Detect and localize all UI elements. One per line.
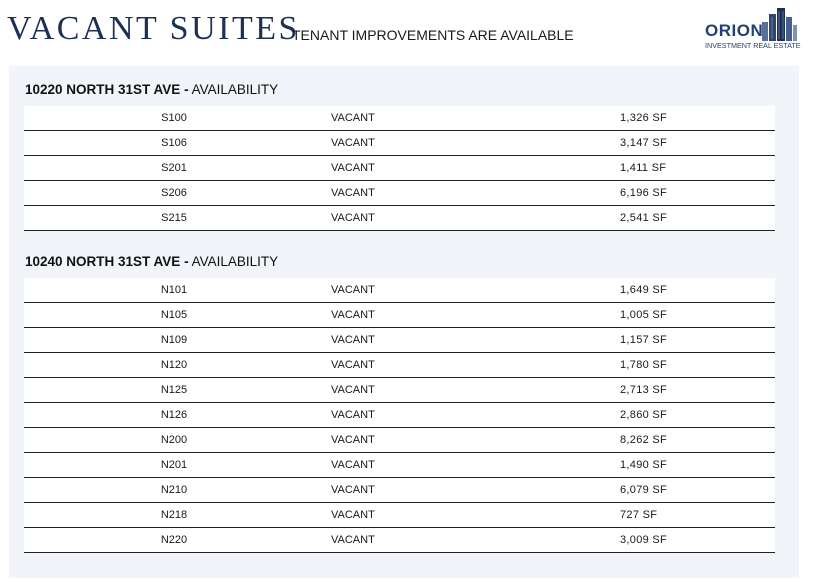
- table-row: [24, 378, 775, 403]
- suite-status: VACANT: [331, 137, 375, 149]
- suite-number: N218: [160, 509, 188, 521]
- page-title: VACANT SUITES: [7, 10, 300, 47]
- table-row: [24, 403, 775, 428]
- table-row: [24, 278, 775, 303]
- suite-status: VACANT: [331, 434, 375, 446]
- table-row: [24, 156, 775, 181]
- suite-number: N201: [160, 459, 188, 471]
- suite-status: VACANT: [331, 484, 375, 496]
- table-row: [24, 453, 775, 478]
- page-header: [0, 0, 820, 62]
- suite-status: VACANT: [331, 534, 375, 546]
- section-label: AVAILABILITY: [191, 82, 279, 97]
- table-row: [24, 503, 775, 528]
- suite-number: N125: [160, 384, 188, 396]
- logo-wordmark: ORION: [705, 21, 764, 40]
- suite-size: 1,490 SF: [620, 459, 668, 471]
- suite-size: 3,147 SF: [620, 137, 668, 149]
- section-title-10240: [25, 254, 278, 269]
- suite-number: S201: [161, 162, 187, 174]
- suite-size: 1,780 SF: [620, 359, 668, 371]
- suite-status: VACANT: [331, 162, 375, 174]
- suite-number: N200: [160, 434, 188, 446]
- suite-status: VACANT: [331, 212, 375, 224]
- section-address: 10240 NORTH 31ST AVE: [25, 254, 181, 269]
- suite-number: N105: [160, 309, 188, 321]
- suite-size: 3,009 SF: [620, 534, 668, 546]
- suite-number: S215: [161, 212, 187, 224]
- suite-number: S206: [161, 187, 187, 199]
- availability-table-10220: [24, 106, 775, 231]
- section-separator: -: [184, 82, 189, 97]
- suite-number: S100: [161, 112, 187, 124]
- suite-size: 727 SF: [620, 509, 658, 521]
- table-row: [24, 478, 775, 503]
- table-row: [24, 353, 775, 378]
- suite-size: 2,713 SF: [620, 384, 668, 396]
- availability-panel: [9, 66, 799, 578]
- suite-status: VACANT: [331, 112, 375, 124]
- suite-number: N210: [160, 484, 188, 496]
- suite-size: 1,157 SF: [620, 334, 668, 346]
- suite-status: VACANT: [331, 409, 375, 421]
- suite-status: VACANT: [331, 509, 375, 521]
- suite-status: VACANT: [331, 334, 375, 346]
- suite-size: 1,326 SF: [620, 112, 668, 124]
- suite-size: 8,262 SF: [620, 434, 668, 446]
- orion-logo: [700, 8, 804, 54]
- section-separator: -: [184, 254, 189, 269]
- table-row: [24, 328, 775, 353]
- suite-number: N109: [160, 334, 188, 346]
- city-skyline-icon: [758, 8, 798, 41]
- table-row: [24, 131, 775, 156]
- table-row: [24, 428, 775, 453]
- suite-number: N126: [160, 409, 188, 421]
- table-row: [24, 528, 775, 553]
- suite-size: 6,196 SF: [620, 187, 668, 199]
- suite-status: VACANT: [331, 359, 375, 371]
- table-row: [24, 303, 775, 328]
- suite-size: 6,079 SF: [620, 484, 668, 496]
- section-title-10220: [25, 82, 278, 97]
- suite-size: 1,005 SF: [620, 309, 668, 321]
- table-row: [24, 181, 775, 206]
- suite-status: VACANT: [331, 187, 375, 199]
- suite-number: S106: [161, 137, 187, 149]
- suite-number: N220: [160, 534, 188, 546]
- table-row: [24, 106, 775, 131]
- table-row: [24, 206, 775, 231]
- suite-status: VACANT: [331, 384, 375, 396]
- suite-status: VACANT: [331, 459, 375, 471]
- section-label: AVAILABILITY: [191, 254, 279, 269]
- suite-size: 2,541 SF: [620, 212, 668, 224]
- availability-table-10240: [24, 278, 775, 553]
- logo-tagline: INVESTMENT REAL ESTATE: [705, 41, 801, 50]
- suite-number: N101: [160, 284, 188, 296]
- section-address: 10220 NORTH 31ST AVE: [25, 82, 181, 97]
- suite-size: 1,649 SF: [620, 284, 668, 296]
- suite-status: VACANT: [331, 284, 375, 296]
- suite-status: VACANT: [331, 309, 375, 321]
- suite-number: N120: [160, 359, 188, 371]
- suite-size: 1,411 SF: [620, 162, 667, 174]
- suite-size: 2,860 SF: [620, 409, 668, 421]
- page-subtitle: TENANT IMPROVEMENTS ARE AVAILABLE: [292, 27, 574, 43]
